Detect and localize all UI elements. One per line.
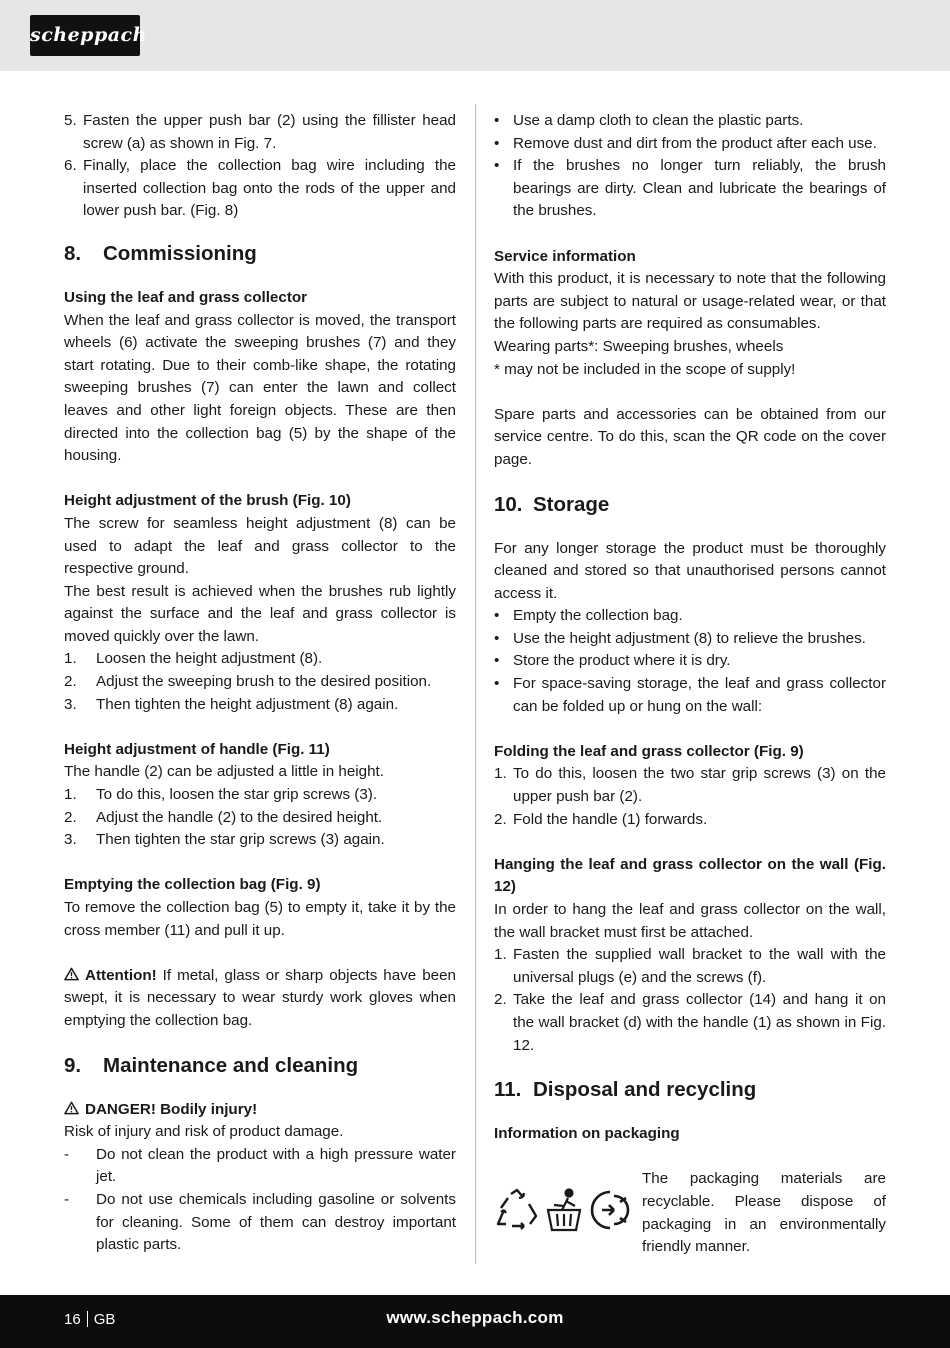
attention-label: Attention! [85,966,157,984]
column-divider [475,104,476,1264]
list-item: - Do not clean the product with a high pressure water jet. [64,1145,456,1186]
recycling-icons [494,1168,642,1232]
list-item: • Use a damp cloth to clean the plastic parts. [494,112,804,129]
warning-triangle-icon [64,1101,79,1115]
list-item: • Remove dust and dirt from the product after each use. [494,134,877,152]
list-item: 2. Adjust the handle (2) to the desired height. [64,808,383,826]
list-item: • Empty the collection bag. [494,607,683,625]
section-heading-disposal: 11. Disposal and recycling [494,1078,757,1102]
paragraph-handle: The handle (2) can be adjusted a little in height. [64,763,384,781]
footnote: * may not be included in the scope of supply! [494,360,796,378]
page-footer [0,1295,950,1348]
list-item: - Do not use chemicals including gasoline or solvents for cleaning. Some of them can destroy important plastic parts. [64,1190,456,1254]
list-item: 6. Finally, place the collection bag wire including the inserted collection bag onto the rods of the upper and lower push bar. (Fig. 8) [64,157,456,220]
paragraph-service: With this product, it is necessary to note that the following parts are subject to natural or usage-related wear, or that the following parts are required as consumables. [494,270,886,333]
list-item: • Use the height adjustment (8) to relieve the brushes. [494,629,866,647]
cleaning-warnings [64,1144,456,1257]
paragraph-emptying: To remove the collection bag (5) to empty it, take it by the cross member (11) and pull it up. [64,899,456,939]
subheading-folding: Folding the leaf and grass collector (Fig. 9) [494,742,804,760]
hanging-steps [494,944,886,1057]
list-item: 3. Then tighten the height adjustment (8) again. [64,695,399,713]
list-item: • For space-saving storage, the leaf and grass collector can be folded up or hung on the wall: [494,675,886,715]
list-item: 1. Fasten the supplied wall bracket to the wall with the universal plugs (e) and the screws (f). [494,946,886,986]
subheading-packaging: Information on packaging [494,1125,680,1143]
paragraph-using: When the leaf and grass collector is moved, the transport wheels (6) activate the sweeping brushes (7) and they start rotating. Due to their comb-like shape, the rotating sweeping brushes (7) can enter the lawn and collect leaves and other light foreign objects. These are then directed into the collection bag (5) by the shape of the housing. [64,311,456,465]
subheading-hanging: Hanging the leaf and grass collector on the wall (Fig. 12) [494,855,886,896]
wearing-parts: Wearing parts*: Sweeping brushes, wheels [494,337,784,355]
cleaning-bullets [494,110,886,223]
subheading-service: Service information [494,247,636,265]
list-item: • Store the product where it is dry. [494,652,731,670]
list-item: 5. Fasten the upper push bar (2) using the fillister head screw (a) as shown in Fig. 7. [64,112,456,152]
page-header [0,0,950,71]
trash-bin-icon [544,1188,584,1232]
attention-text: If metal, glass or sharp objects have been swept, it is necessary to wear sturdy work gloves when emptying the collection bag. [64,966,456,1029]
right-column [494,110,886,1259]
brush-steps [64,648,456,716]
paragraph-hanging: In order to hang the leaf and grass collector on the wall, the wall bracket must first be attached. [494,901,886,941]
storage-bullets [494,605,886,718]
list-item: 1. Loosen the height adjustment (8). [64,650,323,668]
section-heading-storage: 10. Storage [494,492,610,516]
list-item: 2. Take the leaf and grass collector (14) and hang it on the wall bracket (d) with the handle (1) as shown in Fig. 12. [494,991,886,1054]
list-item: 1. To do this, loosen the star grip screws (3). [64,786,378,804]
recycle-icon [494,1188,540,1232]
green-dot-icon [588,1188,634,1232]
subheading-brush-height: Height adjustment of the brush (Fig. 10) [64,492,351,510]
subheading-using: Using the leaf and grass collector [64,288,308,306]
handle-steps [64,784,456,852]
list-item: 3. Then tighten the star grip screws (3) again. [64,831,385,849]
danger-heading: DANGER! Bodily injury! [64,1099,456,1122]
subheading-handle-height: Height adjustment of handle (Fig. 11) [64,740,330,758]
danger-text: Risk of injury and risk of product damage. [64,1123,344,1141]
packaging-info [494,1168,886,1258]
subheading-emptying: Emptying the collection bag (Fig. 9) [64,876,321,894]
warning-triangle-icon [64,967,79,981]
folding-steps [494,763,886,831]
paragraph-brush-2: The best result is achieved when the brushes rub lightly against the surface and the leaf and grass collector is moved quickly over the lawn. [64,582,456,645]
paragraph-packaging: The packaging materials are recyclable. Please dispose of packaging in an environmentally friendly manner. [642,1170,886,1256]
section-heading-maintenance: 9. Maintenance and cleaning [64,1053,359,1077]
section-heading-commissioning: 8. Commissioning [64,241,257,265]
attention-note [64,965,456,1033]
page-number: 16 GB [64,1311,116,1328]
scheppach-logo: scheppach [30,15,140,56]
paragraph-brush-1: The screw for seamless height adjustment (8) can be used to adapt the leaf and grass collector to the respective ground. [64,514,456,578]
list-item: 2. Adjust the sweeping brush to the desired position. [64,673,432,691]
list-item: 2. Fold the handle (1) forwards. [494,810,708,828]
list-item: • If the brushes no longer turn reliably, the brush bearings are dirty. Clean and lubricate the bearings of the brushes. [494,157,886,220]
paragraph-storage: For any longer storage the product must be thoroughly cleaned and stored so that unauthorised persons cannot access it. [494,539,886,602]
website-url[interactable]: www.scheppach.com [386,1308,564,1327]
assembly-steps [64,110,456,223]
paragraph-spare-parts: Spare parts and accessories can be obtained from our service centre. To do this, scan the QR code on the cover page. [494,405,886,468]
left-column [64,110,456,1257]
list-item: 1. To do this, loosen the two star grip screws (3) on the upper push bar (2). [494,765,886,806]
